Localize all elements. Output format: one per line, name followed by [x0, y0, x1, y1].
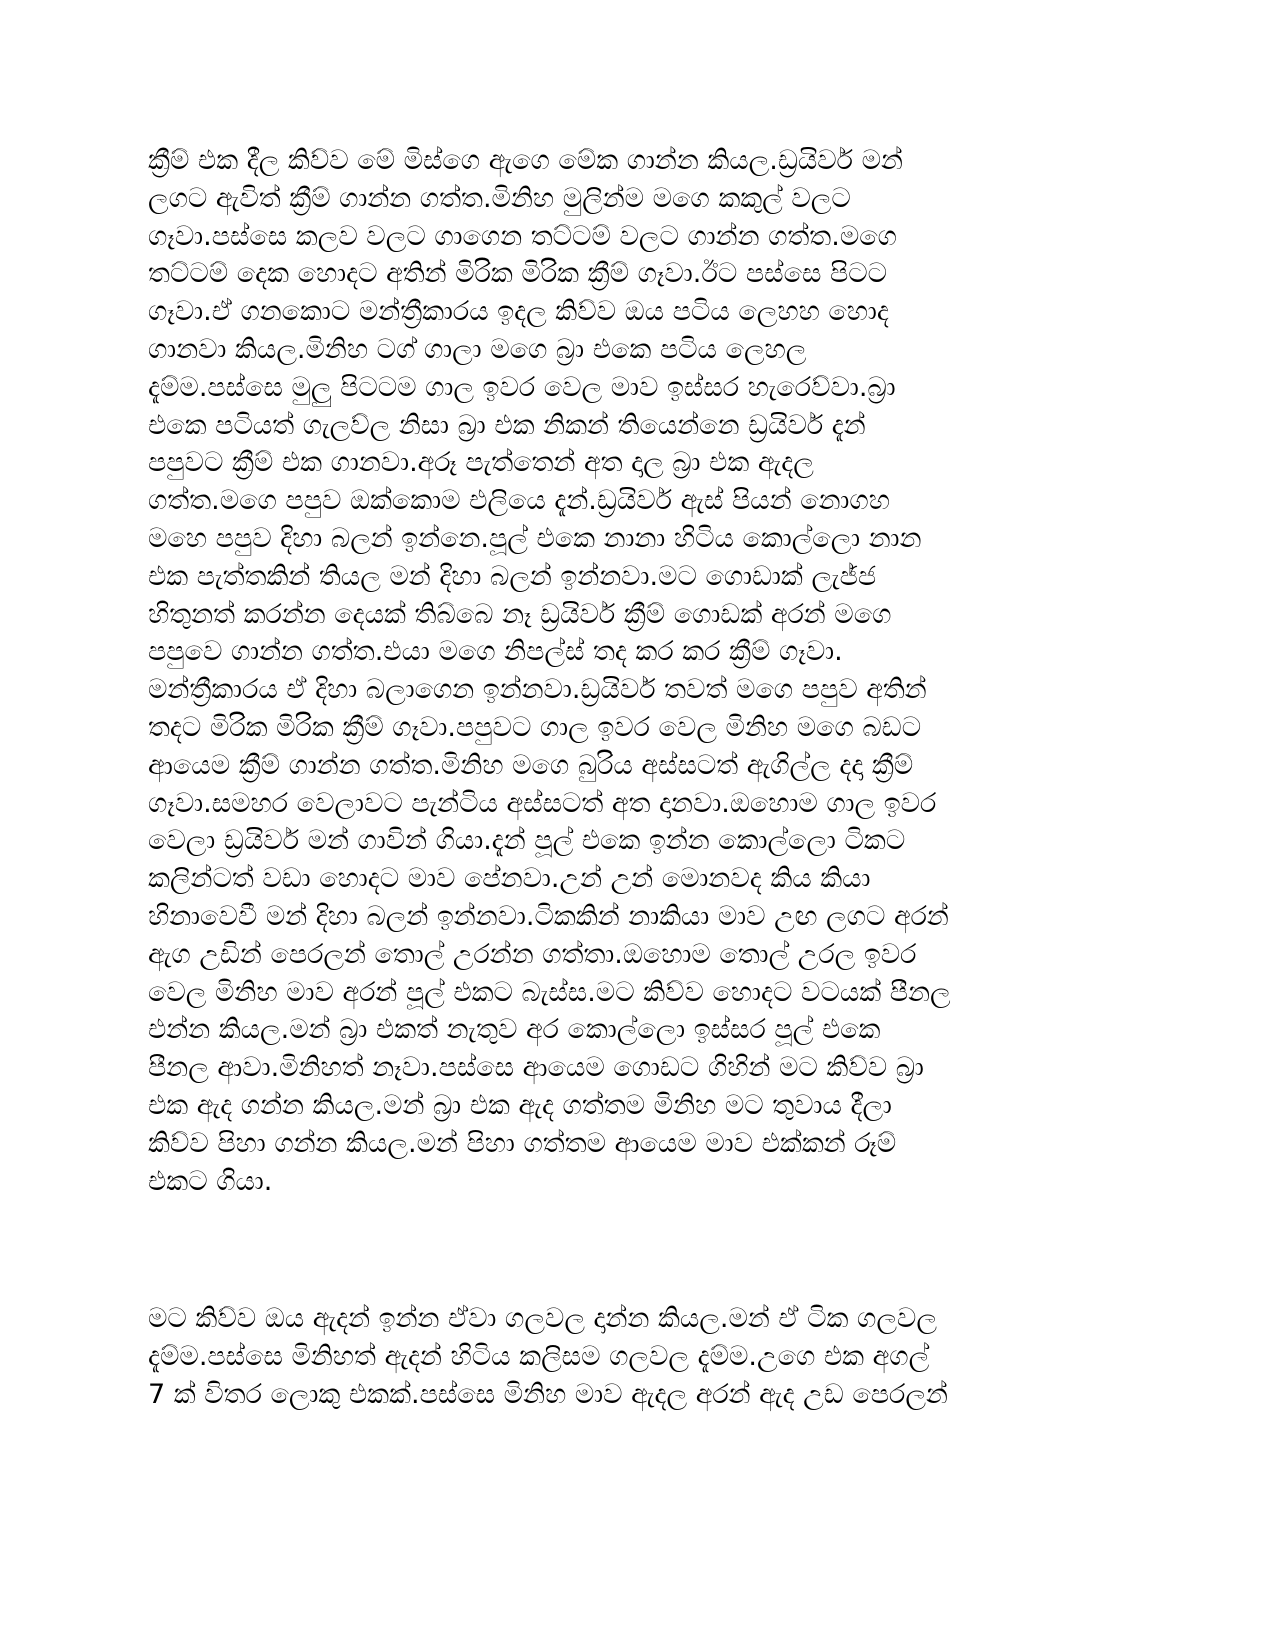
paragraph-1	[148, 142, 1108, 1200]
text-line: හිනාවෙවී මන් දිහා බලන් ඉන්නවා.ටිකකින් නාකියා මාව උඟ ලගට අරන්	[148, 900, 949, 932]
text-line: පපුවට ක්‍රීම් එක ගානවා.අරූ පැත්තෙන් අත දාල බ්‍රා එක ඇදල	[148, 447, 814, 479]
text-line: කිව්ව පිහා ගන්න කියල.මන් පිහා ගත්තම ආයෙම මාව එක්කන් රූම්	[148, 1127, 897, 1159]
text-line: එක පැත්තකින් තියල මන් දිහා බලන් ඉන්නවා.මට ගොඩාක් ලැජ්ජ	[148, 560, 877, 592]
text-line: වෙල මිනිහ මාව අරන් පූල් එකට බැස්ස.මට කිව්ව හොදට වටයක් පීනල	[148, 976, 951, 1008]
text-line: දැම්ම.පස්සෙ මිනිහත් ඇදන් හිටිය කලිසම ගලවල දැම්ම.උගෙ එක අගල්	[148, 1340, 930, 1372]
text-line: හිතුනත් කරන්න දෙයක් තිබ්බෙ නෑ ඩ්‍රයිවර් ක්‍රීම් ගොඩක් අරන් මගෙ	[148, 598, 892, 630]
text-line: ගෑවා.ඒ ගනකොට මන්ත්‍රීකාරය ඉදල කිව්ව ඔය පටිය ලෙහහ හොද	[148, 296, 889, 328]
text-line: තදට මිරික මිරික ක්‍රීම් ගෑවා.පපුවට ගාල ඉවර වෙල මිනිහ මගෙ බඩට	[148, 711, 922, 743]
text-line: මහෙ පපුව දිහා බලන් ඉන්නෙ.පූල් එකෙ නානා හිටිය කොල්ලො නාන	[148, 522, 922, 554]
text-line: පීනල ආවා.මිනිහත් නෑවා.පස්සෙ ආයෙම ගොඩට ගිහින් මට කිව්ව බ්‍රා	[148, 1052, 924, 1084]
text-line: ඇග උඩින් පෙරලන් තොල් උරන්න ගත්තා.ඔහොම තොල් උරල ඉවර	[148, 938, 917, 970]
text-line: මන්ත්‍රීකාරය ඒ දිහා බලාගෙන ඉන්නවා.ඩ්‍රයිවර් තවත් මගෙ පපුව අතින්	[148, 674, 927, 706]
paragraph-2	[148, 1300, 1108, 1413]
text-line: 7 ක් විතර ලොකු එකක්.පස්සෙ මිනිහ මාව ඇදල අරන් ඇද උඩ පෙරලන්	[148, 1378, 948, 1410]
text-line: ලගට ඇවිත් ක්‍රීම් ගාන්න ගත්ත.මිනිහ මුලින්ම මගෙ කකුල් වලට	[148, 182, 851, 214]
text-line: පපුවෙ ගාන්න ගත්ත.එයා මගෙ නිපල්ස් තද කර කර ක්‍රීම් ගෑවා.	[148, 636, 843, 668]
text-line: ගානවා කියල.මිනිහ ටග් ගාලා මගෙ බ්‍රා එකෙ පටිය ලෙහල	[148, 333, 807, 365]
text-line: මට කිව්ව ඔය ඇදන් ඉන්න ඒවා ගලවල දාන්න කියල.මන් ඒ ටික ගලවල	[148, 1303, 937, 1334]
text-line: එන්න කියල.මන් බ්‍රා එකත් නැතුව අර කොල්ලො ඉස්සර පූල් එකෙ	[148, 1014, 881, 1046]
text-line: දැම්ම.පස්සෙ මුලු පිටටම ගාල ඉවර වෙල මාව ඉස්සර හැරෙව්වා.බ්‍රා	[148, 371, 896, 403]
text-line: තට්ටම් දෙක හොදට අතින් මිරික මිරික ක්‍රීම් ගෑවා.ඊට පස්සෙ පිටට	[148, 258, 888, 290]
text-line: ගෑවා.පස්සෙ කලව වලට ගාගෙන තට්ටම් වලට ගාන්න ගත්ත.මගෙ	[148, 220, 897, 252]
text-line: එකට ගියා.	[148, 1165, 273, 1197]
text-line: වෙලා ඩ්‍රයිවර් මන් ගාවින් ගියා.දැන් පූල් එකෙ ඉන්න කොල්ලො ටිකට	[148, 825, 906, 857]
text-line: එකෙ පටියත් ගැලව්ල නිසා බ්‍රා එක නිකන් තියෙන්නෙ ඩ්‍රයිවර් දැන්	[148, 409, 866, 441]
text-line: ක්‍රීම් එක දීල කිව්ව මේ මිස්ගෙ ඇගෙ මේක ගාන්න කියල.ඩ්‍රයිවර් මන්	[148, 145, 903, 176]
text-line: ගත්ත.මගෙ පපුව ඔක්කොම එලියෙ දැන්.ඩ්‍රයිවර් ඇස් පියන් නොගහ	[148, 485, 890, 517]
text-line: කලින්ටත් වඩා හොදට මාව පේනවා.උන් උන් මොනවද කිය කියා	[148, 863, 871, 895]
text-line: ආයෙම ක්‍රීම් ගාන්න ගත්ත.මිනිහ මගෙ බුරිය අස්සටත් ඇගිල්ල දදා ක්‍රීම්	[148, 749, 914, 781]
text-line: එක ඇද ගන්න කියල.මන් බ්‍රා එක ඇද ගත්තම මිනිහ මට තුවාය දීලා	[148, 1089, 892, 1121]
text-line: ගෑවා.සමහර වෙලාවට පැන්ටිය අස්සටත් අත දානවා.ඔහොම ගාල ඉවර	[148, 787, 937, 819]
